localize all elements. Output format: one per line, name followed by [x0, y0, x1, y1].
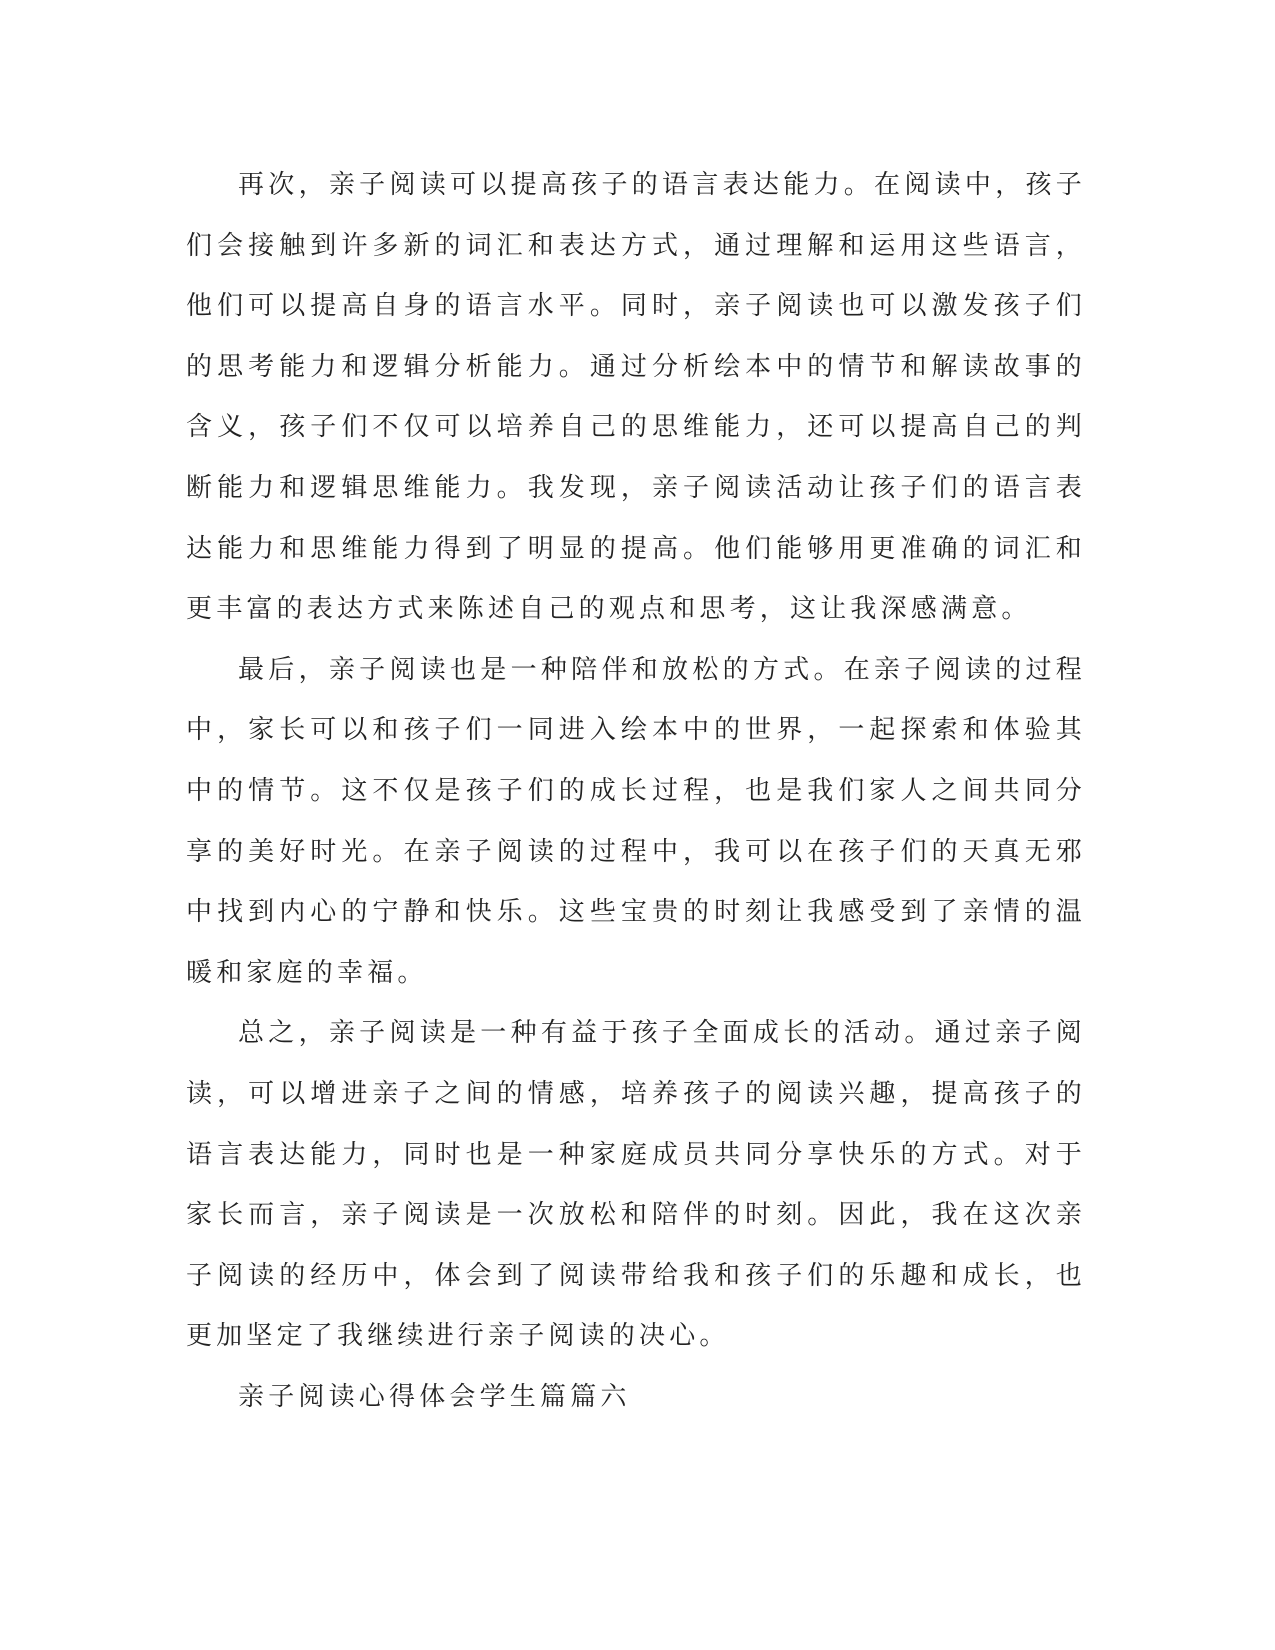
- paragraph-conclusion: 总之，亲子阅读是一种有益于孩子全面成长的活动。通过亲子阅读，可以增进亲子之间的情感，培养孩子的阅读兴趣，提高孩子的语言表达能力，同时也是一种家庭成员共同分享快乐的方式。对于家长而言，亲子阅读是一次放松和陪伴的时刻。因此，我在这次亲子阅读的经历中，体会到了阅读带给我和孩子们的乐趣和成长，也更加坚定了我继续进行亲子阅读的决心。: [186, 1018, 1086, 1352]
- section-heading: 亲子阅读心得体会学生篇篇六: [238, 1381, 631, 1412]
- document-body: [186, 155, 1086, 1427]
- paragraph-language-ability: 再次，亲子阅读可以提高孩子的语言表达能力。在阅读中，孩子们会接触到许多新的词汇和表达方式，通过理解和运用这些语言，他们可以提高自身的语言水平。同时，亲子阅读也可以激发孩子们的思考能力和逻辑分析能力。通过分析绘本中的情节和解读故事的含义，孩子们不仅可以培养自己的思维能力，还可以提高自己的判断能力和逻辑思维能力。我发现，亲子阅读活动让孩子们的语言表达能力和思维能力得到了明显的提高。他们能够用更准确的词汇和更丰富的表达方式来陈述自己的观点和思考，这让我深感满意。: [186, 170, 1086, 625]
- paragraph-companionship: 最后，亲子阅读也是一种陪伴和放松的方式。在亲子阅读的过程中，家长可以和孩子们一同进入绘本中的世界，一起探索和体验其中的情节。这不仅是孩子们的成长过程，也是我们家人之间共同分享的美好时光。在亲子阅读的过程中，我可以在孩子们的天真无邪中找到内心的宁静和快乐。这些宝贵的时刻让我感受到了亲情的温暖和家庭的幸福。: [186, 654, 1086, 988]
